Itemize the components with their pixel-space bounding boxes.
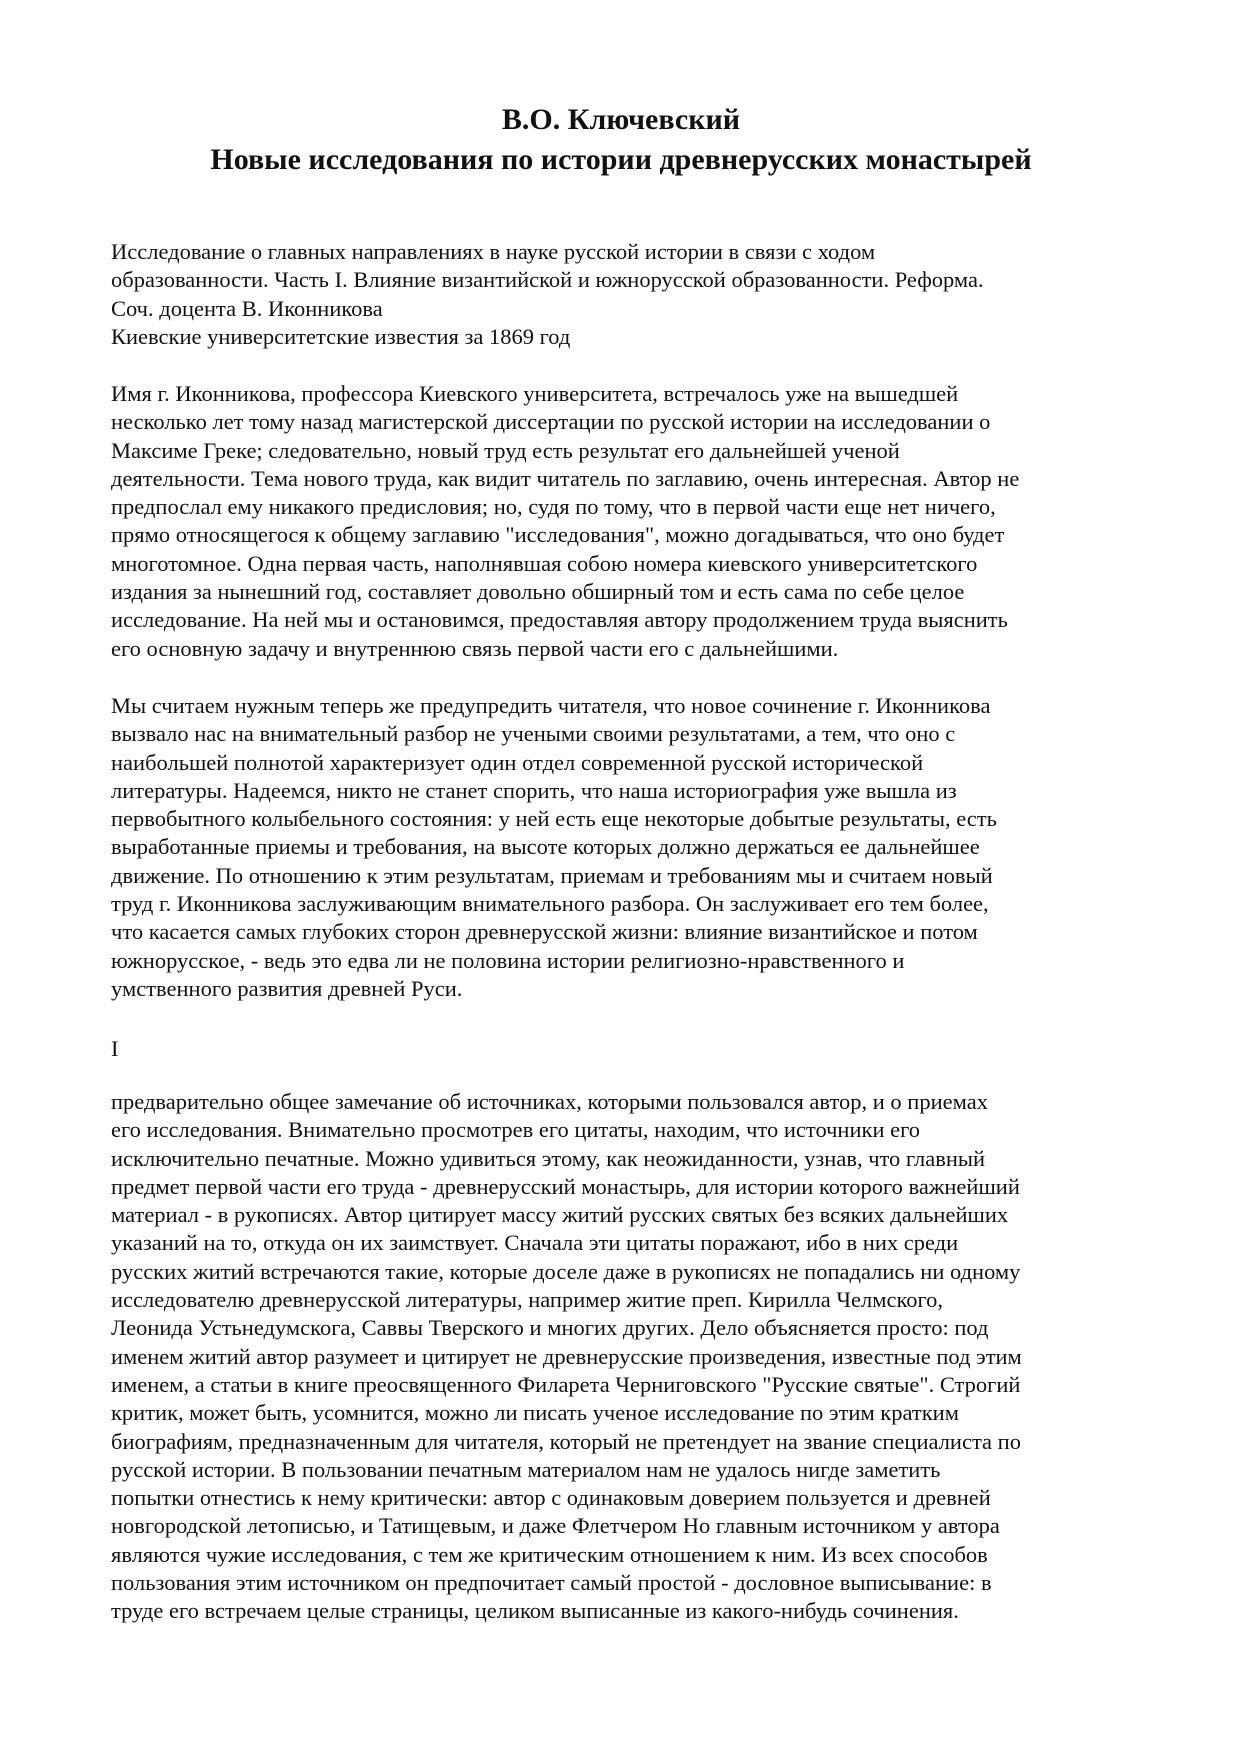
paragraph-line: труд г. Иконникова заслуживающим внимательного разбора. Он заслуживает его тем более,: [111, 891, 989, 917]
subtitle-line: Соч. доцента В. Иконникова: [111, 295, 383, 321]
paragraph-line: Мы считаем нужным теперь же предупредить читателя, что новое сочинение г. Иконникова: [111, 693, 991, 718]
subtitle-line: Киевские университетские известия за 1869 год: [111, 323, 571, 349]
paragraph-line: исследование. На ней мы и остановимся, предоставляя автору продолжением труда выяснить: [111, 607, 1008, 633]
section-heading: [111, 1035, 1141, 1063]
document-title: Новые исследования по истории древнерусских монастырей: [210, 143, 1032, 176]
paragraph-line: многотомное. Одна первая часть, наполнявшая собою номера киевского университетского: [111, 550, 978, 576]
title-block: [100, 100, 1142, 180]
paragraph-line: литературы. Надеемся, никто не станет спорить, что наша историография уже вышла из: [111, 777, 957, 803]
paragraph-line: являются чужие исследования, с тем же критическим отношением к ним. Из всех способов: [111, 1541, 988, 1567]
paragraph-line: исследователю древнерусской литературы, например житие преп. Кирилла Челмского,: [111, 1287, 944, 1313]
subtitle-line: Исследование о главных направлениях в науке русской истории в связи с ходом: [111, 239, 876, 264]
paragraph-line: именем, а статьи в книге преосвященного Филарета Черниговского "Русские святые". Строгий: [111, 1371, 1021, 1397]
paragraph-line: биографиям, предназначенным для читателя, который не претендует на звание специалиста по: [111, 1428, 1021, 1454]
author-name: В.О. Ключевский: [501, 103, 741, 136]
section-number: I: [111, 1036, 119, 1061]
paragraph-line: южнорусское, - ведь это едва ли не половина истории религиозно-нравственного и: [111, 947, 905, 973]
paragraph-line: деятельности. Тема нового труда, как видит читатель по заглавию, очень интересная. Автор не: [111, 465, 1020, 491]
paragraph-line: его исследования. Внимательно просмотрев его цитаты, находим, что источники его: [111, 1117, 921, 1143]
paragraph-line: наибольшей полнотой характеризует один отдел современной русской исторической: [111, 749, 924, 775]
paragraph-line: новгородской летописью, и Татищевым, и даже Флетчером Но главным источником у автора: [111, 1513, 1000, 1539]
paragraph-line: русской истории. В пользовании печатным материалом нам не удалось нигде заметить: [111, 1456, 941, 1482]
paragraph-line: несколько лет тому назад магистерской диссертации по русской истории на исследовании о: [111, 409, 991, 435]
paragraph-line: Леонида Устьнедумскога, Саввы Тверского и многих других. Дело объясняется просто: под: [111, 1315, 989, 1341]
paragraph-line: умственного развития древней Руси.: [111, 975, 463, 1001]
paragraph-line: что касается самых глубоких сторон древнерусской жизни: влияние византийское и потом: [111, 919, 978, 945]
paragraph-line: труде его встречаем целые страницы, целиком выписанные из какого-нибудь сочинения.: [111, 1598, 959, 1624]
paragraph-line: предпослал ему никакого предисловия; но, судя по тому, что в первой части еще нет ничего,: [111, 494, 996, 520]
paragraph-line: русских житий встречаются такие, которые доселе даже в рукописях не попадались ни одному: [111, 1258, 1021, 1284]
paragraph-3: [111, 1088, 1141, 1626]
paragraph-line: указаний на то, откуда он их заимствует. Сначала эти цитаты поражают, ибо в них среди: [111, 1230, 959, 1256]
paragraph-line: предварительно общее замечание об источниках, которыми пользовался автор, и о приемах: [111, 1089, 988, 1114]
subtitle-block: [111, 238, 1141, 351]
paragraph-line: прямо относящегося к общему заглавию "исследования", можно догадываться, что оно будет: [111, 522, 1005, 548]
paragraph-line: выработанные приемы и требования, на высоте которых должно держаться ее дальнейшее: [111, 834, 980, 860]
paragraph-1: [111, 380, 1141, 663]
paragraph-line: материал - в рукописях. Автор цитирует массу житий русских святых без всяких дальнейших: [111, 1202, 1009, 1228]
paragraph-line: издания за нынешний год, составляет довольно обширный том и есть сама по себе целое: [111, 579, 965, 605]
paragraph-line: первобытного колыбельного состояния: у ней есть еще некоторые добытые результаты, есть: [111, 806, 997, 832]
paragraph-line: пользования этим источником он предпочитает самый простой - дословное выписывание: в: [111, 1570, 992, 1596]
paragraph-line: его основную задачу и внутреннюю связь первой части его с дальнейшими.: [111, 635, 839, 661]
paragraph-line: попытки отнестись к нему критически: автор с одинаковым доверием пользуется и древней: [111, 1485, 991, 1511]
paragraph-line: Имя г. Иконникова, профессора Киевского университета, встречалось уже на вышедшей: [111, 381, 959, 406]
paragraph-2: [111, 692, 1141, 1003]
subtitle-line: образованности. Часть I. Влияние византийской и южнорусской образованности. Реформа.: [111, 267, 984, 293]
paragraph-line: движение. По отношению к этим результатам, приемам и требованиям мы и считаем новый: [111, 862, 993, 888]
paragraph-line: предмет первой части его труда - древнерусский монастырь, для истории которого важнейший: [111, 1173, 1020, 1199]
paragraph-line: критик, может быть, усомнится, можно ли писать ученое исследование по этим кратким: [111, 1400, 959, 1426]
paragraph-line: исключительно печатные. Можно удивиться этому, как неожиданности, узнав, что главный: [111, 1145, 986, 1171]
paragraph-line: именем житий автор разумеет и цитирует не древнерусские произведения, известные под этим: [111, 1343, 1022, 1369]
paragraph-line: Максиме Греке; следовательно, новый труд есть результат его дальнейшей ученой: [111, 437, 900, 463]
paragraph-line: вызвало нас на внимательный разбор не учеными своими результатами, а тем, что оно с: [111, 721, 956, 747]
